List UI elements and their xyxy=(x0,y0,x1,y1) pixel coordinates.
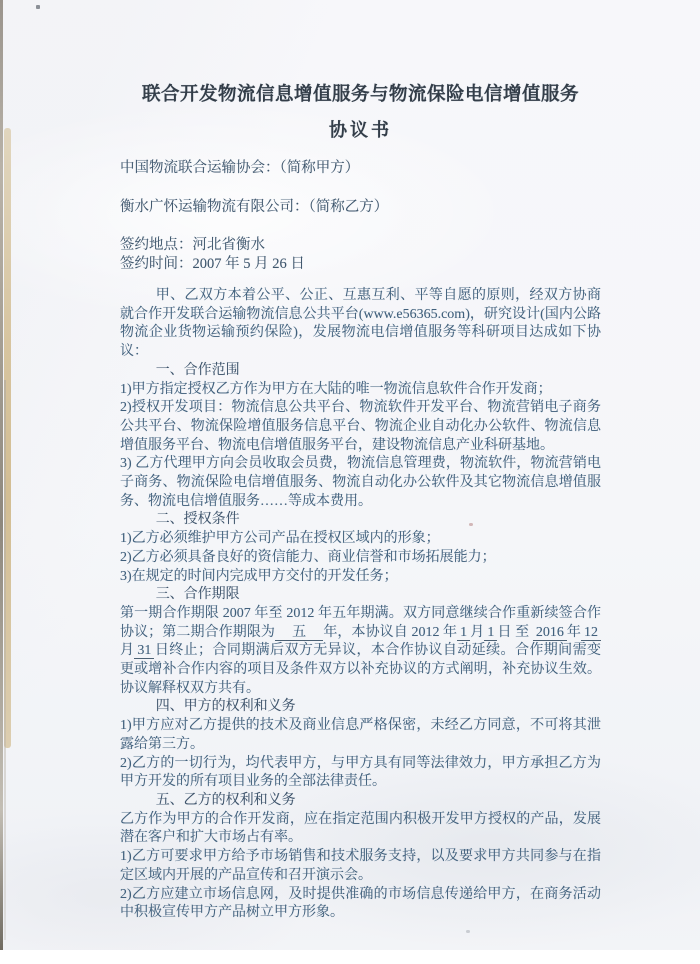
section-5-item-3: 2)乙方应建立市场信息网，及时提供准确的市场信息传递给甲方，在商务活动中积极宣传甲方产品树立甲方形象。 xyxy=(120,886,601,921)
section-1-heading: 一、合作范围 xyxy=(155,362,240,378)
term-value-end-year: 2016 xyxy=(533,625,567,641)
section-4-item-2: 2)乙方的一切行为，均代表甲方，与甲方具有同等法律效力，甲方承担乙方为甲方开发的所有项目业务的全部法律责任。 xyxy=(120,755,601,790)
term-value-end-month: 12 xyxy=(581,625,601,641)
section-1-item-3: 3) 乙方代理甲方向会员收取会员费，物流信息管理费，物流软件，物流营销电子商务、物流保险电信增值服务、物流自动化办公软件及其它物流信息增值服务、物流电信增值服务……等成本费用。 xyxy=(120,456,601,509)
section-1-item-2: 2)授权开发项目：物流信息公共平台、物流软件开发平台、物流营销电子商务公共平台、物流保险增值服务信息平台、物流企业自动化办公软件、物流信息增值服务平台、物流电信增值服务平台，建设物流信息产业科研基地。 xyxy=(120,400,601,453)
term-text: 年，本协议自 2012 年 xyxy=(323,624,458,640)
section-2-item-1: 1)乙方必须维护甲方公司产品在授权区域内的形象； xyxy=(120,531,440,547)
page-edge-line xyxy=(4,380,6,940)
section-3-term-paragraph xyxy=(120,605,601,699)
term-text: 月 xyxy=(470,624,485,640)
term-value-start-day: 1 xyxy=(484,625,497,641)
section-2-item-2: 2)乙方必须具备良好的资信能力、商业信誉和市场拓展能力； xyxy=(120,549,496,565)
section-4-heading: 四、甲方的权利和义务 xyxy=(155,699,296,715)
section-5-item-1: 乙方作为甲方的合作开发商，应在指定范围内积极开发甲方授权的产品，发展潜在客户和扩大市场占有率。 xyxy=(120,811,601,846)
section-3-heading: 三、合作期限 xyxy=(155,587,240,603)
document-title: 联合开发物流信息增值服务与物流保险电信增值服务 xyxy=(141,85,579,105)
signing-time-line: 签约时间：2007 年 5 月 26 日 xyxy=(120,256,305,272)
scan-bottom-margin xyxy=(0,950,700,964)
section-1-item-1: 1)甲方指定授权乙方作为甲方在大陆的唯一物流信息软件合作开发商； xyxy=(120,381,552,397)
term-value-start-month: 1 xyxy=(457,625,470,641)
term-value-years: 五 xyxy=(275,625,323,641)
party-b-line: 衡水广怀运输物流有限公司：（简称乙方） xyxy=(120,199,389,215)
signing-place-line: 签约地点：河北省衡水 xyxy=(120,237,265,253)
document-subtitle: 协议书 xyxy=(329,120,392,140)
term-value-end-day: 31 xyxy=(134,643,154,659)
intro-paragraph: 甲、乙双方本着公平、公正、互惠互利、平等自愿的原则，经双方协商就合作开发联合运输物流信息公共平台(www.e56365.com)，研究设计(国内公路物流企业货物运输预约保险)，发展物流电信增值服务等科研项目达成如下协议： xyxy=(120,288,601,360)
section-2-item-3: 3)在规定的时间内完成甲方交付的开发任务； xyxy=(120,568,398,584)
term-text: 日 至 xyxy=(497,624,533,640)
term-text: 月 xyxy=(120,643,135,659)
section-2-heading: 二、授权条件 xyxy=(155,512,240,528)
section-5-heading: 五、乙方的权利和义务 xyxy=(155,792,296,808)
scan-left-edge-shadow xyxy=(0,0,3,952)
term-text: 第一期合作期限 2007 年至 2012 年五年期满。双方同意继续合作重新续签合作协议；第二期合作期限为 xyxy=(120,605,601,640)
scan-speck xyxy=(36,5,40,9)
contract-body xyxy=(120,287,601,923)
document-content xyxy=(120,0,601,923)
party-a-line: 中国物流联合运输协会：（简称甲方） xyxy=(120,160,360,176)
term-text: 日终止；合同期满后双方无异议，本合作协议自动延续。合作期间需变更或增补合作内容的项目及条件双方以补充协议的方式阐明，补充协议生效。协议解释权双方共有。 xyxy=(120,643,601,696)
section-4-item-1: 1)甲方应对乙方提供的技术及商业信息严格保密，未经乙方同意，不可将其泄露给第三方。 xyxy=(120,718,601,752)
section-5-item-2: 1)乙方可要求甲方给予市场销售和技术服务支持，以及要求甲方共同参与在指定区域内开展的产品宣传和召开演示会。 xyxy=(120,849,601,883)
term-text: 年 xyxy=(566,624,581,640)
scan-speck xyxy=(466,930,470,933)
